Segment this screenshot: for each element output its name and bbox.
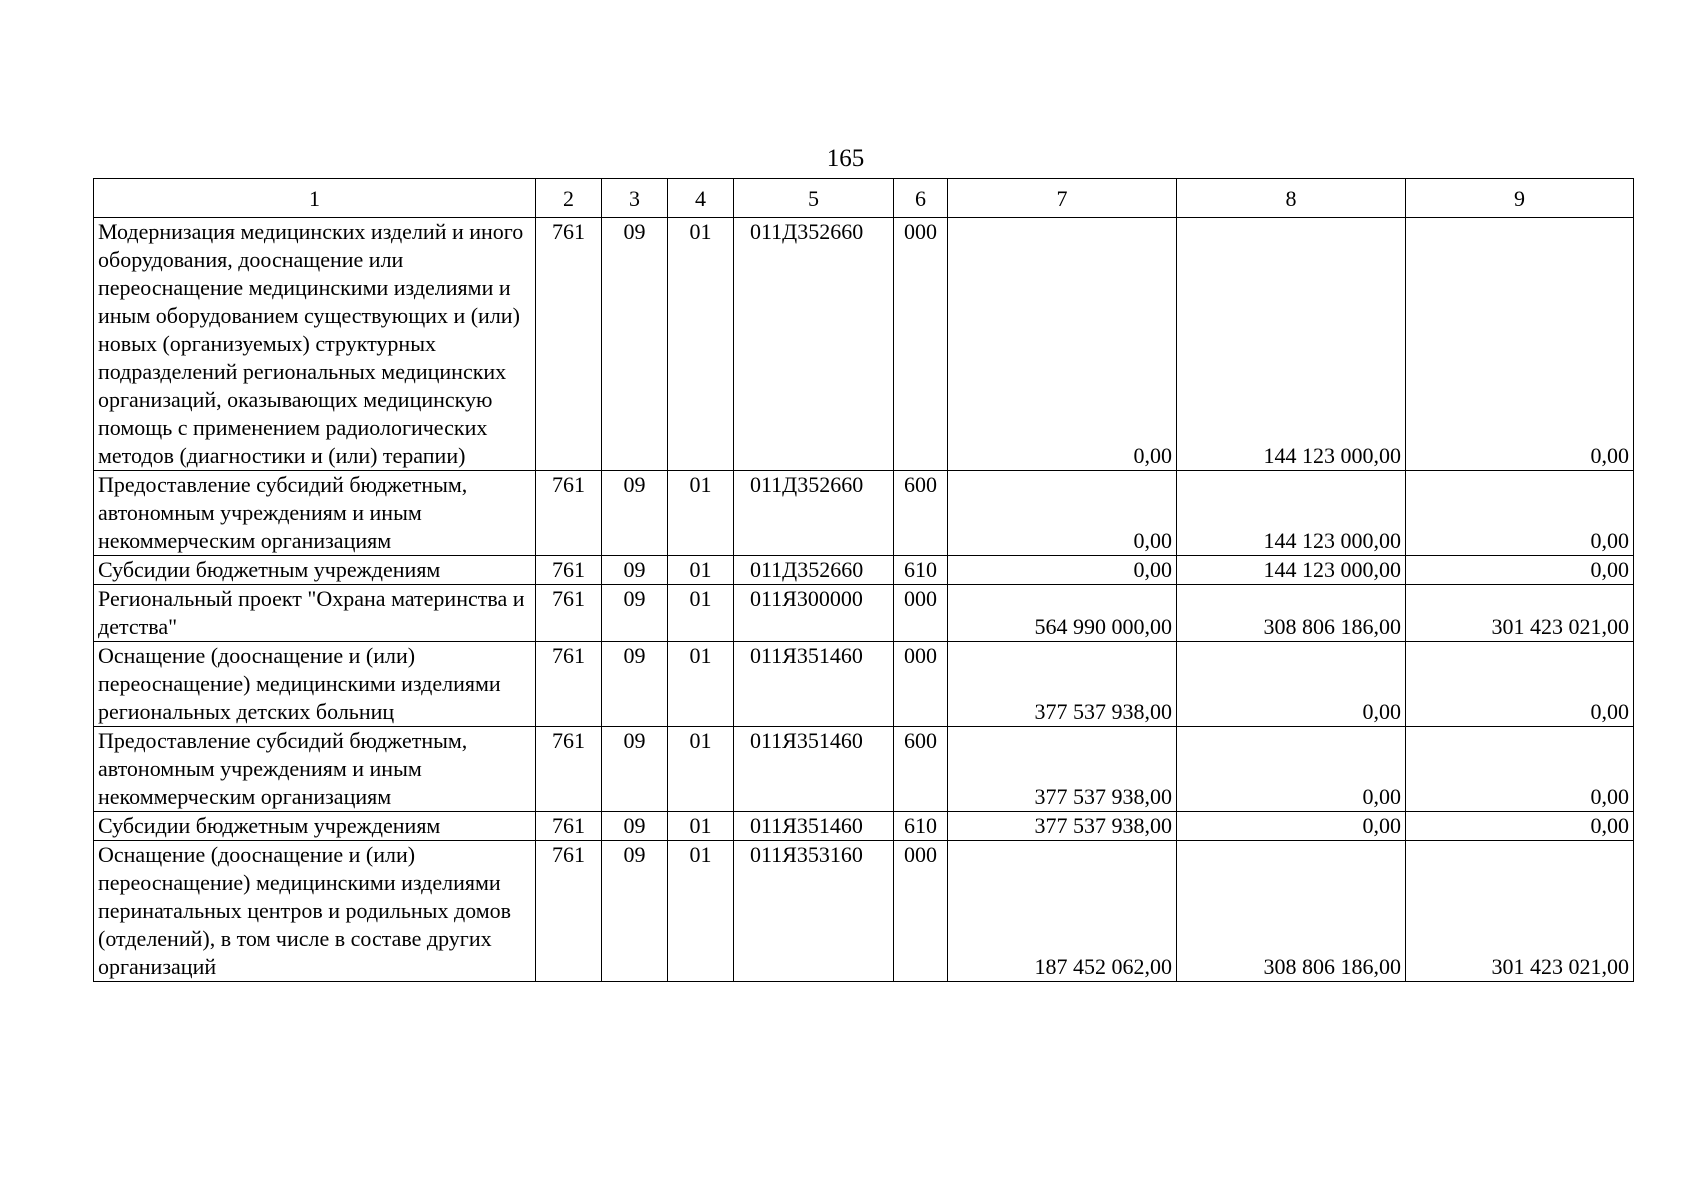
code-cell: 761 <box>536 727 602 812</box>
amount-cell: 0,00 <box>1406 218 1634 471</box>
code-cell: 01 <box>668 585 734 642</box>
amount-cell: 144 123 000,00 <box>1177 471 1406 556</box>
code-cell: 761 <box>536 556 602 585</box>
code-cell: 000 <box>894 585 948 642</box>
code-cell: 011Д352660 <box>734 556 894 585</box>
code-cell: 761 <box>536 471 602 556</box>
amount-cell: 301 423 021,00 <box>1406 841 1634 982</box>
column-header: 7 <box>948 179 1177 218</box>
amount-cell: 377 537 938,00 <box>948 812 1177 841</box>
amount-cell: 0,00 <box>1406 642 1634 727</box>
amount-cell: 144 123 000,00 <box>1177 556 1406 585</box>
code-cell: 610 <box>894 812 948 841</box>
amount-cell: 377 537 938,00 <box>948 642 1177 727</box>
amount-cell: 0,00 <box>1177 642 1406 727</box>
code-cell: 01 <box>668 642 734 727</box>
code-cell: 600 <box>894 727 948 812</box>
amount-cell: 308 806 186,00 <box>1177 841 1406 982</box>
column-header: 4 <box>668 179 734 218</box>
item-name: Модернизация медицинских изделий и иного оборудования, дооснащение или переоснащение медицинскими изделиями и иным оборудованием существующих и (или) новых (организуемых) структурных подразделений региональных медицинских организаций, оказывающих медицинскую помощь с применением радиологических методов (диагностики и (или) терапии) <box>94 218 536 471</box>
code-cell: 610 <box>894 556 948 585</box>
amount-cell: 0,00 <box>948 471 1177 556</box>
code-cell: 761 <box>536 812 602 841</box>
code-cell: 000 <box>894 642 948 727</box>
table-row <box>94 556 1634 585</box>
table-row <box>94 812 1634 841</box>
table-row <box>94 471 1634 556</box>
code-cell: 761 <box>536 642 602 727</box>
amount-cell: 308 806 186,00 <box>1177 585 1406 642</box>
code-cell: 01 <box>668 727 734 812</box>
amount-cell: 0,00 <box>1406 727 1634 812</box>
code-cell: 600 <box>894 471 948 556</box>
code-cell: 000 <box>894 841 948 982</box>
item-name: Субсидии бюджетным учреждениям <box>94 556 536 585</box>
amount-cell: 0,00 <box>1406 471 1634 556</box>
table-row <box>94 841 1634 982</box>
code-cell: 011Я351460 <box>734 727 894 812</box>
item-name: Субсидии бюджетным учреждениям <box>94 812 536 841</box>
code-cell: 01 <box>668 812 734 841</box>
amount-cell: 0,00 <box>1406 556 1634 585</box>
code-cell: 09 <box>602 812 668 841</box>
code-cell: 09 <box>602 642 668 727</box>
column-header: 1 <box>94 179 536 218</box>
code-cell: 09 <box>602 585 668 642</box>
column-header: 2 <box>536 179 602 218</box>
item-name: Предоставление субсидий бюджетным, автономным учреждениям и иным некоммерческим организациям <box>94 727 536 812</box>
code-cell: 09 <box>602 556 668 585</box>
item-name: Предоставление субсидий бюджетным, автономным учреждениям и иным некоммерческим организациям <box>94 471 536 556</box>
item-name: Региональный проект "Охрана материнства и детства" <box>94 585 536 642</box>
budget-table <box>93 178 1634 982</box>
page-number: 165 <box>826 145 865 172</box>
code-cell: 011Я351460 <box>734 812 894 841</box>
code-cell: 01 <box>668 841 734 982</box>
item-name: Оснащение (дооснащение и (или) переоснащение) медицинскими изделиями региональных детских больниц <box>94 642 536 727</box>
amount-cell: 144 123 000,00 <box>1177 218 1406 471</box>
code-cell: 01 <box>668 471 734 556</box>
code-cell: 09 <box>602 471 668 556</box>
amount-cell: 0,00 <box>948 218 1177 471</box>
column-header: 9 <box>1406 179 1634 218</box>
code-cell: 761 <box>536 585 602 642</box>
amount-cell: 0,00 <box>1177 812 1406 841</box>
table-row <box>94 585 1634 642</box>
table-row <box>94 218 1634 471</box>
code-cell: 09 <box>602 727 668 812</box>
code-cell: 011Я353160 <box>734 841 894 982</box>
code-cell: 01 <box>668 556 734 585</box>
column-header: 3 <box>602 179 668 218</box>
amount-cell: 187 452 062,00 <box>948 841 1177 982</box>
code-cell: 011Д352660 <box>734 471 894 556</box>
header-row <box>94 179 1634 218</box>
code-cell: 761 <box>536 841 602 982</box>
code-cell: 761 <box>536 218 602 471</box>
code-cell: 09 <box>602 841 668 982</box>
column-header: 8 <box>1177 179 1406 218</box>
amount-cell: 0,00 <box>1177 727 1406 812</box>
table-row <box>94 642 1634 727</box>
amount-cell: 0,00 <box>1406 812 1634 841</box>
amount-cell: 377 537 938,00 <box>948 727 1177 812</box>
amount-cell: 564 990 000,00 <box>948 585 1177 642</box>
amount-cell: 301 423 021,00 <box>1406 585 1634 642</box>
code-cell: 01 <box>668 218 734 471</box>
code-cell: 011Д352660 <box>734 218 894 471</box>
amount-cell: 0,00 <box>948 556 1177 585</box>
code-cell: 011Я351460 <box>734 642 894 727</box>
table-row <box>94 727 1634 812</box>
code-cell: 000 <box>894 218 948 471</box>
code-cell: 011Я300000 <box>734 585 894 642</box>
column-header: 5 <box>734 179 894 218</box>
item-name: Оснащение (дооснащение и (или) переоснащение) медицинскими изделиями перинатальных центров и родильных домов (отделений), в том числе в составе других организаций <box>94 841 536 982</box>
column-header: 6 <box>894 179 948 218</box>
code-cell: 09 <box>602 218 668 471</box>
